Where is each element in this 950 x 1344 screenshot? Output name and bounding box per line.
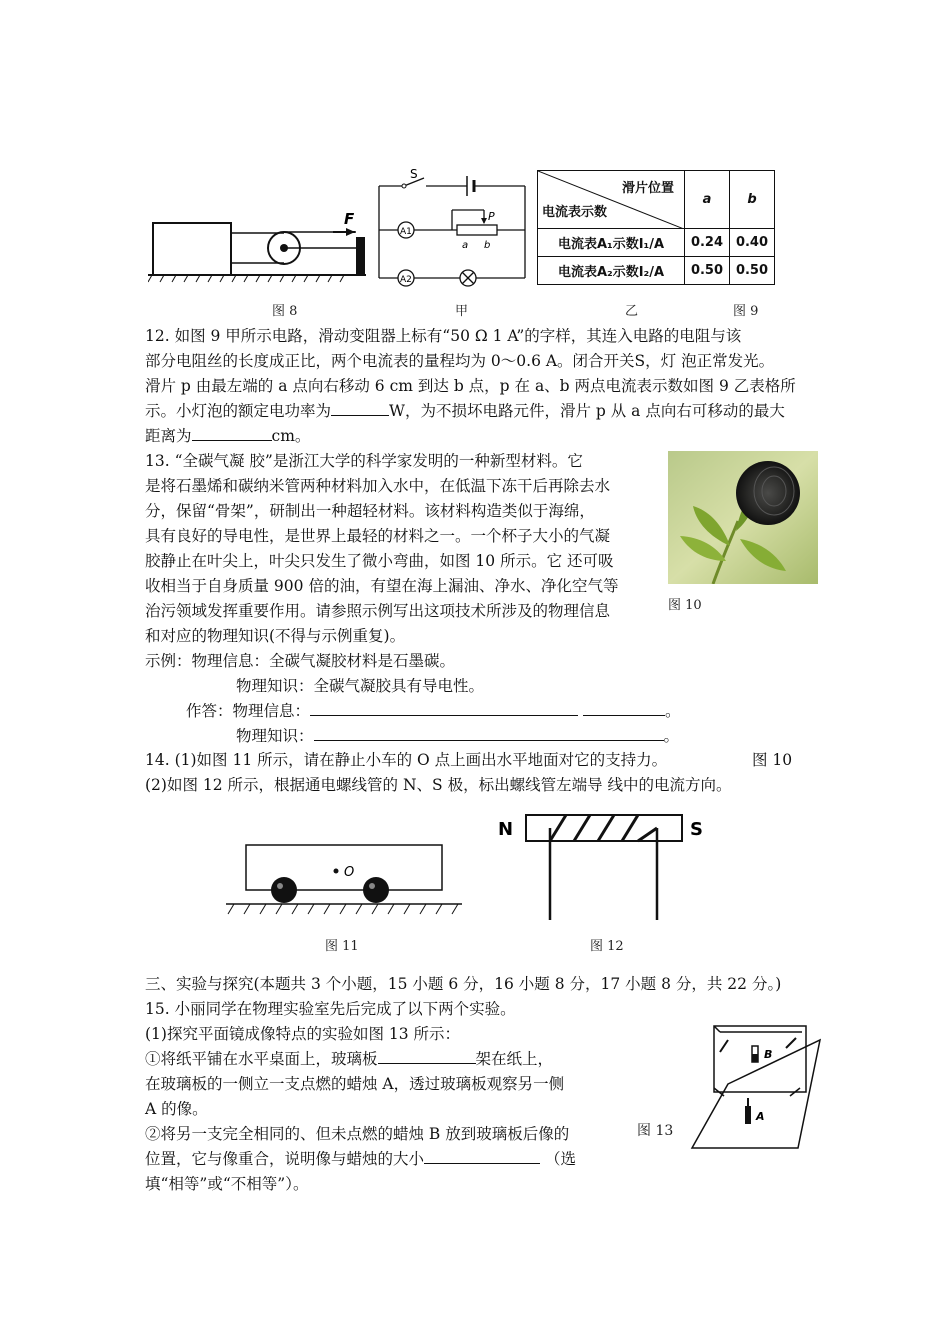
q13-line1: 13. “全碳气凝 胶”是浙江大学的科学家发明的一种新型材料。它 [145,452,583,470]
q15-line7 [145,1147,576,1171]
q12-line3: 滑片 p 由最左端的 a 点向右移动 6 cm 到达 b 点，p 在 a、b 两点电流表示数如图 9 乙表格所 [145,377,796,395]
q13-line6: 收相当于自身质量 900 倍的油，有望在海上漏油、净水、净化空气等 [145,577,619,595]
q13-line2: 是将石墨烯和碳纳米管两种材料加入水中，在低温下冻干后再除去水 [145,477,611,495]
q15-line8: 填“相等”或“不相等”）。 [145,1175,309,1193]
table-row [538,257,775,285]
figure-10-aerogel-photo [668,451,818,584]
table-corner-header [538,171,685,229]
size-answer-blank[interactable] [424,1147,540,1164]
row2-b-value: 0.50 [730,257,775,285]
q12-line1: 12. 如图 9 甲所示电路，滑动变阻器上标有“50 Ω 1 A”的字样，其连入电路的电阻与该 [145,327,742,345]
figure-8-diagram [148,205,373,285]
fig8-caption: 图 8 [272,304,298,319]
row1-a-value: 0.24 [685,229,730,257]
q15-line4: 在玻璃板的一侧立一支点燃的蜡烛 A，透过玻璃板观察另一侧 [145,1075,565,1093]
fig9-caption: 图 9 [733,304,759,319]
figure-11-cart [226,840,462,920]
q15-line3-text-a: ①将纸平铺在水平桌面上，玻璃板 [145,1050,378,1068]
q12-line5 [145,424,310,448]
south-pole-label: S [690,819,703,840]
point-o-label: O [344,865,355,880]
period: 。 [663,727,680,745]
q13-example-info: 示例：物理信息：全碳气凝胶材料是石墨碳。 [145,652,456,670]
row2-a-value: 0.50 [685,257,730,285]
q15-line6: ②将另一支完全相同的、但未点燃的蜡烛 B 放到玻璃板后像的 [145,1125,570,1143]
switch-label: S [410,168,418,181]
q13-line3: 分，保留“骨架”，研制出一种超轻材料。该材料构造类似于海绵， [145,502,595,520]
section3-title: 三、实验与探究(本题共 3 个小题，15 小题 6 分，16 小题 8 分，17 小题 8 分，共 22 分。) [145,975,782,993]
q15-line3-text-b: 架在纸上， [475,1050,554,1068]
q13-line5: 胶静止在叶尖上，叶尖只发生了微小弯曲，如图 10 所示。它 还可吸 [145,552,614,570]
fig9-yi-caption: 乙 [625,304,639,319]
ammeter-a2-label: A2 [400,275,412,285]
q12-line5-text-b: cm。 [271,427,311,445]
q13-answer-knowledge [236,724,679,748]
ammeter-a1-label: A1 [400,227,412,237]
q13-line4: 具有良好的导电性，是世界上最轻的材料之一。一个杯子大小的气凝 [145,527,611,545]
candle-b-label: B [764,1048,773,1061]
header-slider-position: 滑片位置 [621,181,674,196]
row1-b-value: 0.40 [730,229,775,257]
q15-line7-text-a: 位置，它与像重合，说明像与蜡烛的大小 [145,1150,425,1168]
q13-answer-info-label: 作答：物理信息： [186,702,311,720]
info-answer-blank-1[interactable] [310,699,578,716]
q15-line5: A 的像。 [145,1100,208,1118]
header-current-reading: 电流表示数 [542,205,608,220]
column-b-header: b [730,171,775,229]
q13-line7: 治污领域发挥重要作用。请参照示例写出这项技术所涉及的物理信息 [145,602,611,620]
figure-9-table [537,170,775,285]
row1-label: 电流表A₁示数I₁/A [538,229,685,257]
info-answer-blank-2[interactable] [583,699,665,716]
fig11-caption: 图 11 [325,939,359,954]
glass-placement-blank[interactable] [378,1047,476,1064]
fig9-jia-caption: 甲 [455,304,469,319]
fig12-caption: 图 12 [590,939,624,954]
candle-a-label: A [756,1110,765,1123]
q15-line2: (1)探究平面镜成像特点的实验如图 13 所示： [145,1025,461,1043]
q13-example-knowledge: 物理知识：全碳气凝胶具有导电性。 [236,677,485,695]
force-label: F [344,210,355,228]
point-b-label: b [484,240,491,251]
figure-9-circuit [372,168,532,293]
fig13-caption: 图 13 [637,1123,674,1139]
q13-answer-info [186,699,680,723]
q13-line8: 和对应的物理知识(不得与示例重复)。 [145,627,406,645]
point-a-label: a [462,240,469,251]
q14-line1: 14. (1)如图 11 所示，请在静止小车的 O 点上画出水平地面对它的支持力。 [145,751,668,769]
q12-line4-text-a: 示。小灯泡的额定电功率为 [145,402,332,420]
figure-12-solenoid [494,805,714,920]
fig10-caption: 图 10 [668,598,702,613]
row2-label: 电流表A₂示数I₂/A [538,257,685,285]
q14-line2: (2)如图 12 所示，根据通电螺线管的 N、S 极，标出螺线管左端导 线中的电流方向。 [145,776,732,794]
q12-line5-text-a: 距离为 [145,427,192,445]
q14-line1-right-caption: 图 10 [752,751,793,769]
q12-line4-text-b: W，为不损坏电路元件，滑片 p 从 a 点向右可移动的最大 [389,402,785,420]
slider-p-label: P [488,210,495,223]
q12-line4 [145,399,785,423]
north-pole-label: N [498,819,514,840]
column-a-header: a [685,171,730,229]
distance-answer-blank[interactable] [192,424,272,441]
knowledge-answer-blank[interactable] [314,724,664,741]
power-answer-blank[interactable] [331,399,389,416]
q15-line3 [145,1047,553,1071]
q15-line7-text-b: （选 [544,1150,576,1168]
table-row [538,229,775,257]
q12-line2: 部分电阻丝的长度成正比，两个电流表的量程均为 0～0.6 A。闭合开关S，灯 泡正常发光。 [145,352,775,370]
q15-line1: 15. 小丽同学在物理实验室先后完成了以下两个实验。 [145,1000,516,1018]
period: 。 [664,702,681,720]
q13-answer-knowledge-label: 物理知识： [236,727,314,745]
figure-13-mirror-experiment [690,1022,830,1152]
